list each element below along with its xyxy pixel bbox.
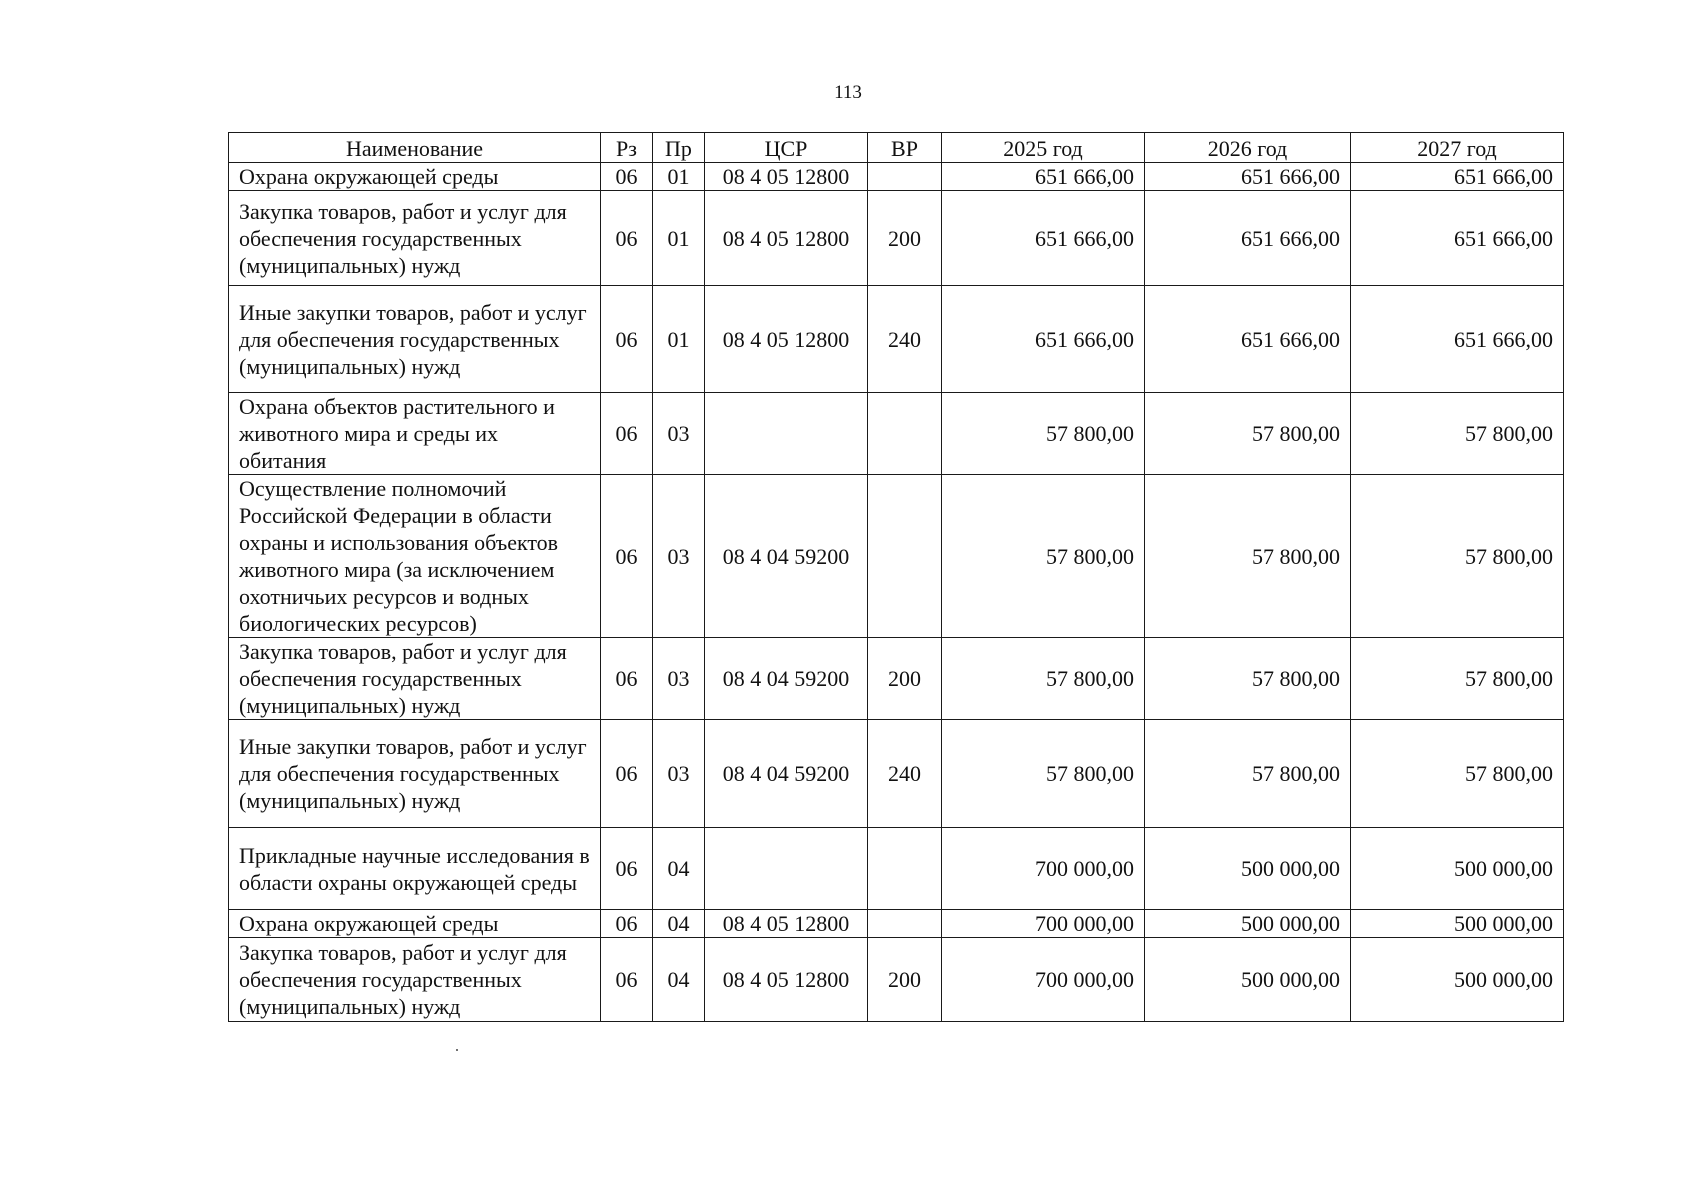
cell-amount-2025: 57 800,00 [942,638,1145,720]
page-number: 113 [834,82,862,103]
cell-vr [868,163,942,191]
cell-vr [868,828,942,910]
cell-amount-2025: 700 000,00 [942,938,1145,1022]
cell-pr: 03 [653,720,705,828]
table-row [229,286,1564,393]
cell-pr: 01 [653,286,705,393]
table-row [229,938,1564,1022]
cell-amount-2026: 57 800,00 [1145,638,1351,720]
cell-vr: 200 [868,191,942,286]
cell-pr: 03 [653,475,705,638]
cell-amount-2027: 651 666,00 [1351,286,1564,393]
cell-name: Охрана окружающей среды [229,163,601,191]
cell-pr: 01 [653,163,705,191]
cell-name: Закупка товаров, работ и услуг для обеспечения государственных (муниципальных) нужд [229,191,601,286]
cell-pr: 03 [653,638,705,720]
cell-rz: 06 [601,720,653,828]
cell-rz: 06 [601,475,653,638]
cell-amount-2025: 651 666,00 [942,286,1145,393]
scan-speck [456,1049,458,1051]
cell-amount-2027: 500 000,00 [1351,938,1564,1022]
cell-csr: 08 4 04 59200 [705,475,868,638]
cell-amount-2025: 57 800,00 [942,720,1145,828]
table-row [229,638,1564,720]
cell-vr: 200 [868,938,942,1022]
header-year-2025: 2025 год [942,133,1145,163]
cell-vr: 240 [868,720,942,828]
cell-amount-2027: 57 800,00 [1351,475,1564,638]
cell-amount-2026: 500 000,00 [1145,938,1351,1022]
cell-amount-2026: 651 666,00 [1145,286,1351,393]
cell-csr: 08 4 05 12800 [705,286,868,393]
cell-amount-2027: 500 000,00 [1351,828,1564,910]
cell-amount-2025: 700 000,00 [942,828,1145,910]
cell-rz: 06 [601,938,653,1022]
header-csr: ЦСР [705,133,868,163]
cell-csr: 08 4 05 12800 [705,163,868,191]
cell-rz: 06 [601,286,653,393]
cell-name: Иные закупки товаров, работ и услуг для обеспечения государственных (муниципальных) нужд [229,720,601,828]
cell-amount-2026: 57 800,00 [1145,720,1351,828]
table-row [229,191,1564,286]
cell-amount-2025: 651 666,00 [942,191,1145,286]
cell-amount-2027: 57 800,00 [1351,638,1564,720]
cell-pr: 04 [653,910,705,938]
cell-name: Охрана объектов растительного и животного мира и среды их обитания [229,393,601,475]
cell-pr: 04 [653,828,705,910]
cell-rz: 06 [601,828,653,910]
table-row [229,393,1564,475]
cell-amount-2025: 57 800,00 [942,393,1145,475]
table-row [229,475,1564,638]
cell-csr [705,393,868,475]
cell-csr [705,828,868,910]
table-row [229,828,1564,910]
table-header-row [229,133,1564,163]
header-name: Наименование [229,133,601,163]
cell-amount-2027: 57 800,00 [1351,393,1564,475]
cell-rz: 06 [601,910,653,938]
cell-amount-2027: 651 666,00 [1351,163,1564,191]
header-rz: Рз [601,133,653,163]
cell-amount-2026: 500 000,00 [1145,910,1351,938]
cell-amount-2025: 651 666,00 [942,163,1145,191]
cell-amount-2026: 651 666,00 [1145,191,1351,286]
header-vr: ВР [868,133,942,163]
header-pr: Пр [653,133,705,163]
cell-name: Иные закупки товаров, работ и услуг для обеспечения государственных (муниципальных) нужд [229,286,601,393]
cell-csr: 08 4 05 12800 [705,938,868,1022]
header-year-2027: 2027 год [1351,133,1564,163]
cell-csr: 08 4 04 59200 [705,638,868,720]
table-row [229,720,1564,828]
header-year-2026: 2026 год [1145,133,1351,163]
cell-rz: 06 [601,638,653,720]
cell-rz: 06 [601,191,653,286]
cell-amount-2025: 57 800,00 [942,475,1145,638]
cell-pr: 01 [653,191,705,286]
cell-amount-2026: 500 000,00 [1145,828,1351,910]
cell-amount-2027: 500 000,00 [1351,910,1564,938]
cell-pr: 03 [653,393,705,475]
cell-csr: 08 4 05 12800 [705,910,868,938]
cell-vr: 240 [868,286,942,393]
cell-name: Прикладные научные исследования в области охраны окружающей среды [229,828,601,910]
cell-vr: 200 [868,638,942,720]
cell-vr [868,393,942,475]
cell-csr: 08 4 04 59200 [705,720,868,828]
cell-name: Закупка товаров, работ и услуг для обеспечения государственных (муниципальных) нужд [229,938,601,1022]
budget-table [228,132,1564,1022]
cell-name: Осуществление полномочий Российской Федерации в области охраны и использования объектов животного мира (за исключением охотничьих ресурсов и водных биологических ресурсов) [229,475,601,638]
cell-amount-2025: 700 000,00 [942,910,1145,938]
cell-amount-2027: 57 800,00 [1351,720,1564,828]
cell-amount-2026: 651 666,00 [1145,163,1351,191]
table-row [229,163,1564,191]
cell-rz: 06 [601,393,653,475]
cell-name: Охрана окружающей среды [229,910,601,938]
table-row [229,910,1564,938]
cell-vr [868,910,942,938]
cell-name: Закупка товаров, работ и услуг для обеспечения государственных (муниципальных) нужд [229,638,601,720]
cell-vr [868,475,942,638]
cell-amount-2027: 651 666,00 [1351,191,1564,286]
cell-amount-2026: 57 800,00 [1145,475,1351,638]
cell-pr: 04 [653,938,705,1022]
cell-amount-2026: 57 800,00 [1145,393,1351,475]
cell-rz: 06 [601,163,653,191]
cell-csr: 08 4 05 12800 [705,191,868,286]
